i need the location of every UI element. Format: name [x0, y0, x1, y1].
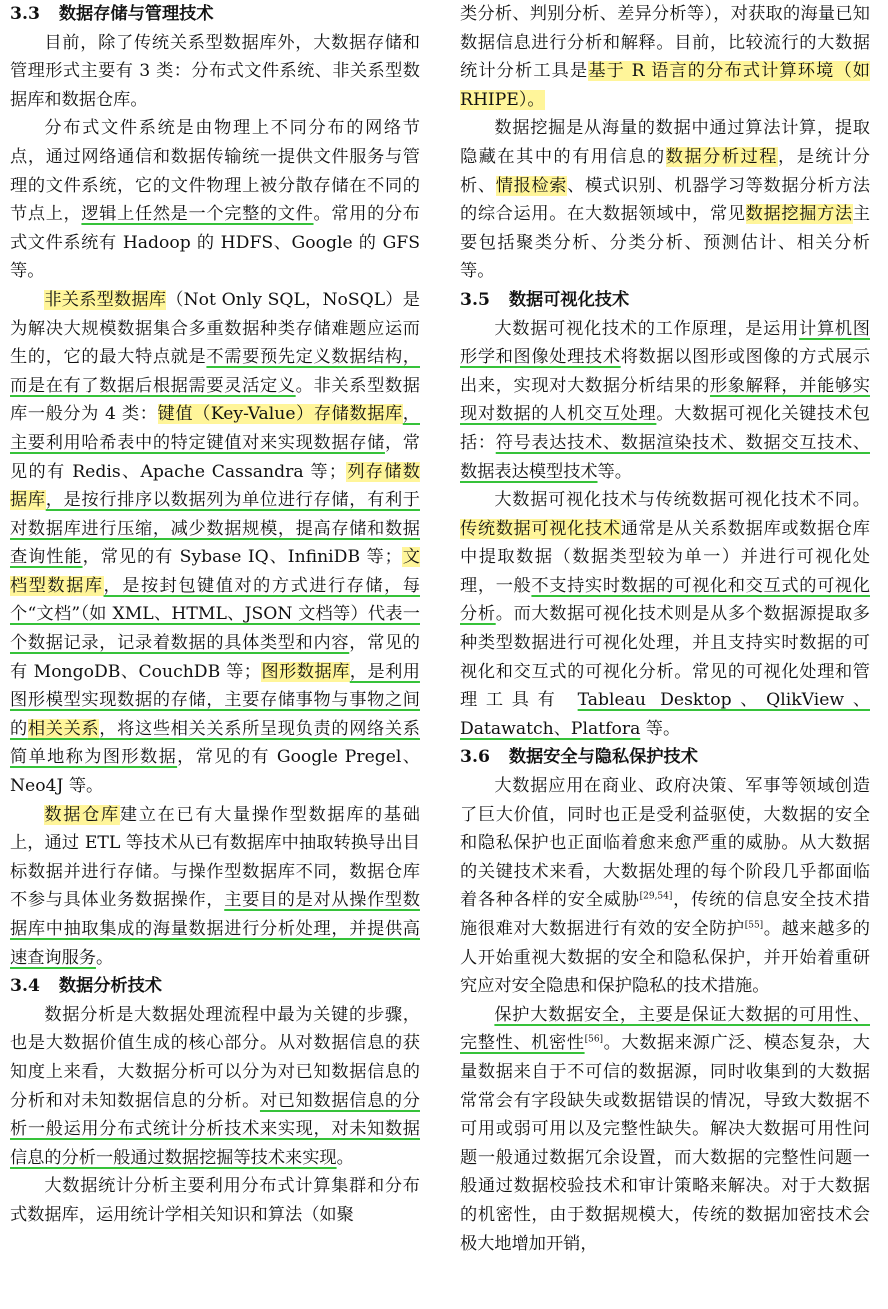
paragraph-visualization: [460, 315, 870, 487]
text-run: 。: [336, 1147, 354, 1168]
underlined-text: ，主要利用哈希表中的特定键值对来实现数据存储: [10, 404, 420, 453]
paragraph-statistical-analysis: [10, 1172, 420, 1229]
text-run: 目前，除了传统关系型数据库外，大数据存储和管理形式主要有 3 类：分布式文件系统、非关系型数据库和数据仓库。: [10, 32, 420, 110]
right-column: [460, 0, 870, 1309]
text-run: 。而大数据可视化技术则是从多个数据源提取多种类型数据进行可视化处理，并且支持实时数据的可视化和交互式的可视化分析。常见的可视化处理和管理工具有: [460, 604, 870, 711]
text-run: 。: [95, 947, 114, 968]
underlined-text: Tableau Desktop、QlikView、Datawatch、Platfora: [460, 690, 870, 739]
left-column: [10, 0, 420, 1309]
highlighted-term: 数据挖掘方法: [745, 204, 853, 225]
paragraph-data-warehouse: [10, 801, 420, 973]
text-run: 分布式文件系统是由物理上不同分布的网络节点，通过网络通信和数据传输统一提供文件服务与管理的文件系统，它的文件物理上被分散存储在不同的节点上，: [10, 118, 420, 225]
underlined-text: ，是按行排序以数据列为单位进行存储，有利于对数据库进行压缩，减少数据规模，提高存储和数据查询性能: [10, 490, 420, 568]
underlined-text: 计算机图形学和图像处理技术: [460, 318, 870, 368]
underlined-text: 符号表达技术、数据渲染技术、数据交互技术、数据表达模型技术: [460, 432, 870, 482]
text-run: 大数据应用在商业、政府决策、军事等领域创造了巨大价值，同时也正是受利益驱使，大数据的安全和隐私保护也正面临着愈来愈严重的威胁。从大数据的关键技术来看，大数据处理的每个阶段几乎都面临着各种各样的安全威胁: [460, 776, 870, 911]
text-run: 、模式识别、机器学习等数据分析方法的综合运用。在大数据领域中，常见: [460, 175, 870, 225]
section-heading-3-3: [10, 0, 420, 29]
highlighted-term: 传统数据可视化技术: [460, 518, 621, 539]
text-run: 。越来越多的人开始重视大数据的安全和隐私保护，并开始着重研究应对安全隐患和保护隐私的技术措施。: [460, 919, 870, 997]
text-run: 大数据可视化技术的工作原理，是运用: [494, 318, 800, 339]
highlighted-term: 数据分析过程: [665, 146, 778, 167]
underlined-text: ，是利用图形模型实现数据的存储，主要存储事物与事物之间的: [10, 661, 420, 739]
highlighted-term: 情报检索: [495, 175, 568, 196]
underlined-text: 对已知数据信息的分析一般运用分布式统计分析技术来实现，对未知数据信息的分析一般通过数据挖掘等技术来实现: [10, 1090, 420, 1168]
text-run: ，常见的有 Redis、Apache Cassandra 等；: [10, 432, 420, 482]
text-run: 大数据统计分析主要利用分布式计算集群和分布式数据库，运用统计学相关知识和算法（如聚: [10, 1176, 420, 1225]
text-run: 。非关系型数据库一般分为 4 类：: [10, 375, 420, 425]
paragraph-distributed-fs: [10, 114, 420, 286]
section-title: 数据分析技术: [58, 976, 162, 997]
section-heading-3-4: [10, 972, 420, 1001]
highlighted-term: 相关关系: [27, 718, 100, 739]
text-run: ，常见的有 Sybase IQ、InfiniDB 等；: [82, 547, 402, 568]
section-heading-3-6: [460, 743, 870, 772]
text-run: （Not Only SQL，NoSQL）是为解决大规模数据集合多重数据种类存储难题应运而生的，它的最大特点就是: [10, 289, 420, 368]
paragraph-data-mining: [460, 114, 870, 286]
paper-page: [10, 0, 870, 1309]
highlighted-term: 非关系型数据库: [44, 289, 167, 310]
text-run: 等。: [597, 461, 632, 482]
underlined-text: 不支持实时数据的可视化和交互式的可视化分析: [460, 575, 870, 625]
text-run: 。大数据来源广泛、模态复杂，大量数据来自于不可信的数据源，同时收集到的大数据常常会有字段缺失或数据错误的情况，导致大数据不可用或弱可用以及完整性缺失。解决大数据可用性问题一般通过数据冗余设置，而大数据的完整性问题一般通过数据校验技术和审计策略来解决。对于大数据的机密性，由于数据规模大，传统的数据加密技术会极大地增加开销，: [460, 1033, 870, 1254]
section-title: 数据存储与管理技术: [58, 4, 214, 24]
text-run: ，常见的有 MongoDB、CouchDB 等；: [10, 633, 420, 682]
section-title: 数据安全与隐私保护技术: [508, 747, 698, 768]
paragraph-statistical-tools: [460, 0, 870, 114]
paragraph-visualization-compare: [460, 486, 870, 743]
text-run: 大数据可视化技术与传统数据可视化技术不同。: [494, 490, 870, 511]
highlighted-term: 数据仓库: [44, 804, 120, 825]
text-run: ，是统计分析、: [460, 146, 870, 196]
highlighted-term: 键值（Key-Value）存储数据库: [157, 404, 403, 425]
paragraph-storage-overview: [10, 29, 420, 115]
underlined-text: 逻辑上任然是一个完整的文件: [81, 204, 314, 225]
text-run: 数据挖掘是从海量的数据中通过算法计算，提取隐藏在其中的有用信息的: [460, 118, 870, 167]
citation-ref: [29,54]: [639, 891, 673, 902]
section-number: 3.6: [460, 747, 490, 768]
highlighted-term: 基于 R 语言的分布式计算环境（如 RHIPE）。: [460, 61, 870, 110]
underlined-text: 形象解释，并能够实现对数据的人机交互处理: [460, 375, 870, 425]
text-run: ，常见的有 Google Pregel、Neo4J 等。: [10, 747, 420, 797]
citation-ref: [56]: [584, 1034, 604, 1045]
section-number: 3.3: [10, 4, 40, 24]
text-run: 。大数据可视化关键技术包括：: [460, 404, 870, 453]
paragraph-data-analysis: [10, 1001, 420, 1173]
underlined-text: 不需要预先定义数据结构，而是在有了数据后根据需要灵活定义: [10, 347, 420, 396]
underlined-text: 保护大数据安全，主要是保证大数据的可用性、完整性、机密性: [460, 1004, 870, 1054]
paragraph-nosql: [10, 286, 420, 801]
underlined-text: ，将这些相关关系所呈现负责的网络关系简单地称为图形数据: [10, 718, 420, 768]
text-run: 。常用的分布式文件系统有 Hadoop 的 HDFS、Google 的 GFS 等。: [10, 204, 420, 282]
highlighted-term: 列存储数据库: [10, 461, 420, 511]
section-title: 数据可视化技术: [508, 289, 630, 310]
highlighted-term: 图形数据库: [260, 661, 350, 682]
text-run: 建立在已有大量操作型数据库的基础上，通过 ETL 等技术从已有数据库中抽取转换导出目标数据并进行存储。与操作型数据库不同，数据仓库不参与具体业务数据操作，: [10, 804, 420, 911]
text-run: 数据分析是大数据处理流程中最为关键的步骤，也是大数据价值生成的核心部分。从对数据信息的获知度上来看，大数据分析可以分为对已知数据信息的分析和对未知数据信息的分析。: [10, 1004, 420, 1111]
underlined-text: 主要目的是对从操作型数据库中抽取集成的海量数据进行分析处理，并提供高速查询服务: [10, 890, 420, 968]
section-number: 3.4: [10, 976, 40, 997]
text-run: ，传统的信息安全技术措施很难对大数据进行有效的安全防护: [460, 890, 870, 939]
underlined-text: ，是按封包键值对的方式进行存储，每个“文档”（如 XML、HTML、JSON 文档等）代表一个数据记录，记录着数据的具体类型和内容: [10, 575, 420, 654]
text-run: 通常是从关系数据库或数据仓库中提取数据（数据类型较为单一）并进行可视化处理，一般: [460, 518, 870, 596]
text-run: 主要包括聚类分析、分类分析、预测估计、相关分析等。: [460, 204, 870, 282]
text-run: 将数据以图形或图像的方式展示出来，实现对大数据分析结果的: [460, 347, 870, 396]
text-run: 等。: [640, 718, 681, 739]
text-run: 类分析、判别分析、差异分析等），对获取的海量已知数据信息进行分析和解释。目前，比较流行的大数据统计分析工具是: [460, 4, 870, 82]
paragraph-security-threats: [460, 772, 870, 1001]
paragraph-security-protection: [460, 1001, 870, 1258]
citation-ref: [55]: [744, 920, 764, 931]
section-number: 3.5: [460, 289, 490, 310]
section-heading-3-5: [460, 286, 870, 315]
highlighted-term: 文档型数据库: [10, 547, 420, 596]
